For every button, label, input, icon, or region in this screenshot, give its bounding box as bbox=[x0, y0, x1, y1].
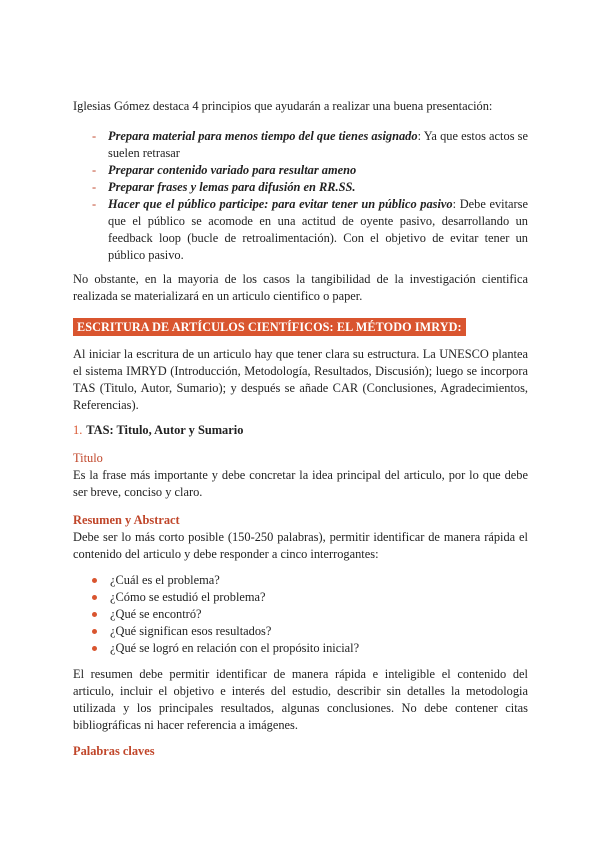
section-banner: ESCRITURA DE ARTÍCULOS CIENTÍFICOS: EL MÉTODO IMRYD: bbox=[73, 318, 466, 336]
question-item bbox=[73, 640, 528, 657]
principle-item bbox=[73, 179, 528, 196]
bullet-dot bbox=[92, 646, 97, 651]
titulo-section bbox=[73, 450, 528, 501]
principle-rest: : Debe evitarse que el público se acomode en una actitud de oyente pasivo, desarrollando un feedback loop (bucle de retroalimentación). Con el objetivo de evitar tener un público pasivo. bbox=[108, 197, 529, 262]
bullet-dot bbox=[92, 612, 97, 617]
questions-list bbox=[73, 572, 528, 657]
principles-list bbox=[73, 128, 528, 264]
question-text: ¿Qué se logró en relación con el propósito inicial? bbox=[110, 641, 360, 655]
principle-rest: : Ya que estos actos se suelen retrasar bbox=[108, 129, 528, 160]
question-item bbox=[73, 606, 528, 623]
section-title: TAS: Titulo, Autor y Sumario bbox=[86, 423, 244, 437]
principle-bold: Hacer que el público participe: para evitar tener un público pasivo bbox=[108, 197, 453, 211]
palabras-claves-heading: Palabras claves bbox=[73, 744, 155, 758]
principle-bold: Preparar contenido variado para resultar ameno bbox=[108, 163, 357, 177]
principle-bold: Preparar frases y lemas para difusión en RR.SS. bbox=[108, 180, 356, 194]
imryd-paragraph: Al iniciar la escritura de un articulo hay que tener clara su estructura. La UNESCO plantea el sistema IMRYD (Introducción, Metodología, Resultados, Discusión); luego se incorpora TAS (Titulo, Autor, Sumario); y después se añade CAR (Conclusiones, Agradecimientos, Referencias). bbox=[73, 347, 528, 412]
titulo-heading: Titulo bbox=[73, 451, 103, 465]
dash-marker: - bbox=[92, 129, 97, 143]
question-item bbox=[73, 623, 528, 640]
section-heading bbox=[73, 422, 243, 439]
dash-marker: - bbox=[92, 163, 97, 177]
question-text: ¿Cuál es el problema? bbox=[110, 573, 220, 587]
resumen-heading: Resumen y Abstract bbox=[73, 513, 180, 527]
resumen-section bbox=[73, 512, 528, 563]
question-text: ¿Cómo se estudió el problema? bbox=[110, 590, 266, 604]
bullet-dot bbox=[92, 629, 97, 634]
question-text: ¿Qué se encontró? bbox=[110, 607, 202, 621]
section-number: 1. bbox=[73, 423, 83, 437]
principle-item bbox=[73, 196, 528, 264]
titulo-text: Es la frase más importante y debe concretar la idea principal del articulo, por lo que debe ser breve, conciso y claro. bbox=[73, 468, 528, 499]
resumen-text: Debe ser lo más corto posible (150-250 palabras), permitir identificar de manera rápida el contenido del articulo y debe responder a cinco interrogantes: bbox=[73, 530, 528, 561]
principle-item bbox=[73, 128, 528, 162]
question-item bbox=[73, 589, 528, 606]
dash-marker: - bbox=[92, 197, 97, 211]
principle-item bbox=[73, 162, 528, 179]
bullet-dot bbox=[92, 578, 97, 583]
intro-paragraph: Iglesias Gómez destaca 4 principios que ayudarán a realizar una buena presentación: bbox=[73, 99, 493, 113]
principle-bold: Prepara material para menos tiempo del que tienes asignado bbox=[108, 129, 418, 143]
no-obstante-paragraph: No obstante, en la mayoria de los casos la tangibilidad de la investigación cientifica realizada se materializará en un articulo cientifico o paper. bbox=[73, 272, 528, 303]
bullet-dot bbox=[92, 595, 97, 600]
dash-marker: - bbox=[92, 180, 97, 194]
question-item bbox=[73, 572, 528, 589]
question-text: ¿Qué significan esos resultados? bbox=[110, 624, 272, 638]
resumen-closing-paragraph: El resumen debe permitir identificar de manera rápida e inteligible el contenido del articulo, incluir el objetivo e interés del estudio, describir sin detalles la metodologia utilizada y los principales resultados, algunas conclusiones. No debe contener citas bibliográficas ni hacer referencia a imágenes. bbox=[73, 667, 528, 732]
